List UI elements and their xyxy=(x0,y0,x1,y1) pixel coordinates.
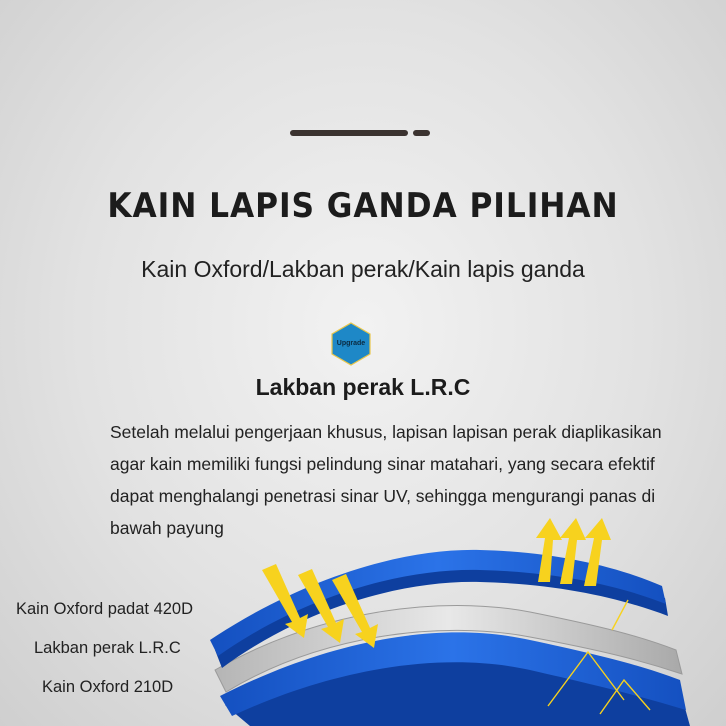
page-title: KAIN LAPIS GANDA PILIHAN xyxy=(107,186,619,226)
section-description: Setelah melalui pengerjaan khusus, lapisan lapisan perak diaplikasikan agar kain memiliki fungsi pelindung sinar matahari, yang secara efektif dapat menghalangi penetrasi sinar UV, sehingga mengurangi panas di bawah payung xyxy=(110,422,662,538)
layer-label-oxford-420d: Kain Oxford padat 420D xyxy=(16,600,194,618)
decorative-bar-long xyxy=(290,130,408,136)
layer-label-oxford-210d: Kain Oxford 210D xyxy=(42,678,174,696)
layer-label-silver-tape: Lakban perak L.R.C xyxy=(34,639,181,657)
badge-label: Upgrade xyxy=(336,340,366,347)
page-subtitle: Kain Oxford/Lakban perak/Kain lapis ganda xyxy=(141,256,585,282)
section-title: Lakban perak L.R.C xyxy=(255,374,471,400)
decorative-bar-short xyxy=(413,130,430,136)
